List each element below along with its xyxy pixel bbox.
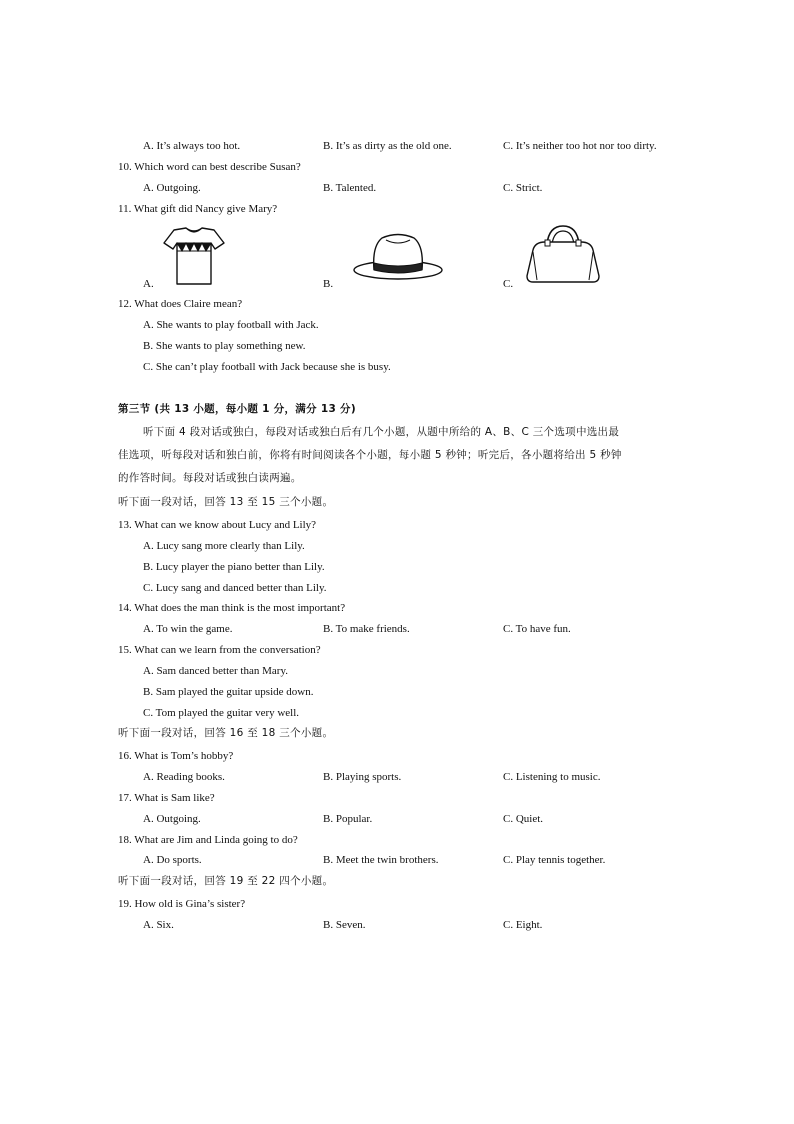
q17-option-b: B. Popular.: [323, 813, 373, 825]
q12-option-c: C. She can’t play football with Jack because she is busy.: [143, 361, 391, 373]
q9-option-c: C. It’s neither too hot nor too dirty.: [503, 140, 657, 152]
q12-option-a: A. She wants to play football with Jack.: [143, 319, 319, 331]
dialog1-intro: 听下面一段对话，回答 13 至 15 三个小题。: [118, 496, 334, 508]
q15-option-b: B. Sam played the guitar upside down.: [143, 686, 314, 698]
q11-question: 11. What gift did Nancy give Mary?: [118, 203, 278, 215]
q19-option-b: B. Seven.: [323, 919, 366, 931]
q13-option-b: B. Lucy player the piano better than Lily.: [143, 561, 325, 573]
handbag-icon: [523, 222, 603, 286]
q18-question: 18. What are Jim and Linda going to do?: [118, 834, 298, 846]
q19-option-c: C. Eight.: [503, 919, 543, 931]
q13-option-c: C. Lucy sang and danced better than Lily.: [143, 582, 327, 594]
dialog3-intro: 听下面一段对话，回答 19 至 22 四个小题。: [118, 875, 334, 887]
q14-option-a: A. To win the game.: [143, 623, 233, 635]
q16-option-a: A. Reading books.: [143, 771, 225, 783]
section3-instructions-line1: 听下面 4 段对话或独白，每段对话或独白后有几个小题，从题中所给的 A、B、C 三个选项中选出最: [143, 426, 620, 438]
q18-option-a: A. Do sports.: [143, 854, 202, 866]
q10-option-c: C. Strict.: [503, 182, 543, 194]
q16-option-c: C. Listening to music.: [503, 771, 601, 783]
t-shirt-icon: [160, 225, 228, 287]
q12-option-b: B. She wants to play something new.: [143, 340, 306, 352]
q9-option-a: A. It’s always too hot.: [143, 140, 241, 152]
q19-option-a: A. Six.: [143, 919, 174, 931]
q11-option-a: A.: [143, 278, 154, 290]
q14-option-c: C. To have fun.: [503, 623, 571, 635]
section3-instructions-line2: 佳选项，听每段对话和独白前，你将有时间阅读各个小题，每小题 5 秒钟；听完后，各小题将给出 5 秒钟: [118, 449, 622, 461]
q18-option-c: C. Play tennis together.: [503, 854, 606, 866]
q14-option-b: B. To make friends.: [323, 623, 410, 635]
q11-option-b: B.: [323, 278, 334, 290]
q18-option-b: B. Meet the twin brothers.: [323, 854, 439, 866]
q10-option-b: B. Talented.: [323, 182, 377, 194]
q17-option-a: A. Outgoing.: [143, 813, 201, 825]
q11-option-c: C.: [503, 278, 514, 290]
dialog2-intro: 听下面一段对话，回答 16 至 18 三个小题。: [118, 727, 334, 739]
q16-option-b: B. Playing sports.: [323, 771, 402, 783]
section3-instructions-line3: 的作答时间。每段对话或独白读两遍。: [118, 472, 302, 484]
q14-question: 14. What does the man think is the most important?: [118, 602, 346, 614]
hat-icon: [352, 232, 444, 284]
q10-question: 10. Which word can best describe Susan?: [118, 161, 301, 173]
q9-option-b: B. It’s as dirty as the old one.: [323, 140, 452, 152]
q13-option-a: A. Lucy sang more clearly than Lily.: [143, 540, 305, 552]
q17-option-c: C. Quiet.: [503, 813, 544, 825]
q13-question: 13. What can we know about Lucy and Lily?: [118, 519, 317, 531]
q15-option-c: C. Tom played the guitar very well.: [143, 707, 300, 719]
q12-question: 12. What does Claire mean?: [118, 298, 243, 310]
section3-heading: 第三节 (共 13 小题，每小题 1 分，满分 13 分): [118, 403, 356, 415]
q10-option-a: A. Outgoing.: [143, 182, 201, 194]
q16-question: 16. What is Tom’s hobby?: [118, 750, 234, 762]
q17-question: 17. What is Sam like?: [118, 792, 215, 804]
q15-option-a: A. Sam danced better than Mary.: [143, 665, 288, 677]
q19-question: 19. How old is Gina’s sister?: [118, 898, 246, 910]
q15-question: 15. What can we learn from the conversation?: [118, 644, 321, 656]
